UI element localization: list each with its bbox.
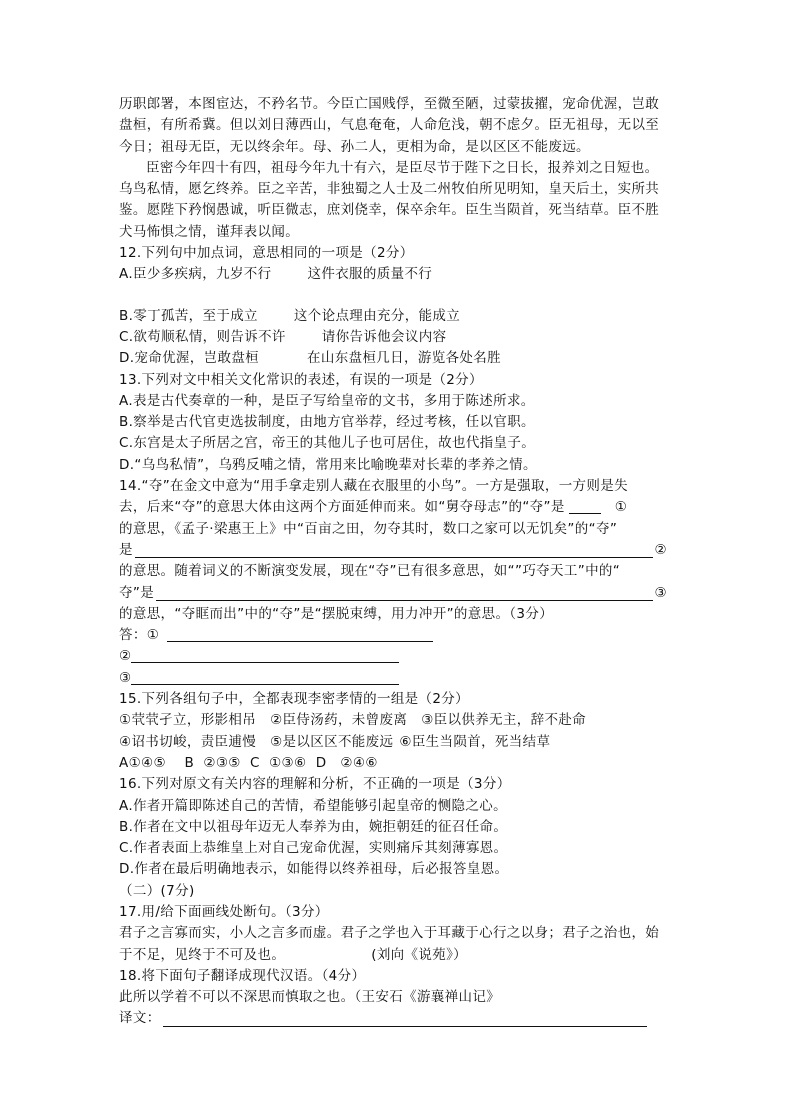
question-text: 夺”是	[119, 584, 155, 601]
question-text: 君子之言寡而实，小人之言多而虚。君子之学也入于耳藏于心行之以身；君子之治也，始	[119, 925, 660, 942]
question-text: 是	[119, 541, 133, 558]
passage-line: 犬马怖惧之情，谨拜表以闻。	[119, 223, 300, 240]
answer-options: A①④⑤ B ②③⑤ C ①③⑥ D ②④⑥	[119, 754, 378, 771]
answer-blank-2[interactable]	[131, 647, 399, 663]
question-line: 的意思，“夺眶而出”中的“夺”是“摆脱束缚，用力冲开”的意思。（3分）	[119, 605, 554, 622]
translation-line	[119, 1008, 667, 1029]
option-a-example: 这件衣服的质量不行	[307, 266, 433, 283]
option-b-text: B.零丁孤苦，至于成立	[119, 307, 258, 324]
sentence: ①茕茕孑立，形影相吊	[119, 712, 257, 729]
question-13	[119, 370, 667, 476]
question-line: 的意思，《孟子·梁惠王上》中“百亩之田，勿夺其时，数口之家可以无饥矣”的“夺”	[119, 520, 618, 537]
option-b	[119, 306, 667, 327]
answer-line-3	[119, 668, 667, 689]
option-d-example: 在山东盘桓几日，游览各处名胜	[307, 350, 501, 367]
sentence: ⑥臣生当陨首，死当结草	[399, 733, 551, 750]
exam-page	[119, 94, 667, 1030]
option-c: C.东宫是太子所居之宫，帝王的其他儿子也可居住，故也代指皇子。	[119, 435, 536, 452]
sentence: ④诏书切峻，责臣逋慢	[119, 733, 257, 750]
option-d-text: D.宠命优渥，岂敢盘桓	[119, 350, 260, 367]
blank-marker-1: ①	[614, 499, 628, 516]
blank-1[interactable]	[569, 498, 601, 514]
question-line	[119, 583, 667, 604]
section-heading: （二）(7分)	[119, 882, 195, 899]
question-stem: 13.下列对文中相关文化常识的表述，有误的一项是（2分）	[119, 371, 483, 388]
option-c-example: 请你告诉他会议内容	[321, 328, 447, 345]
question-line: 的意思。随着词义的不断演变发展，现在“夺”已有很多意思，如“”巧夺天工”中的“	[119, 563, 621, 580]
option-c: C.作者表面上恭维皇上对自己宠命优渥，实则痛斥其刻薄寡恩。	[119, 840, 508, 857]
option-d	[119, 348, 667, 369]
question-12	[119, 243, 667, 369]
question-15	[119, 689, 667, 774]
passage-line: 鉴。愿陛下矜悯愚诚，听臣微志，庶刘侥幸，保卒余年。臣生当陨首，死当结草。臣不胜	[119, 202, 660, 219]
question-stem: 16.下列对原文有关内容的理解和分析，不正确的一项是（3分）	[119, 776, 511, 793]
sentence-row	[119, 710, 667, 731]
answer-marker: ②	[119, 648, 132, 665]
translation-blank[interactable]	[163, 1011, 647, 1027]
blank-3[interactable]	[156, 585, 653, 601]
option-c-text: C.欲苟顺私情，则告诉不许	[119, 328, 286, 345]
passage-line: 乌鸟私情，愿乞终养。臣之辛苦，非独蜀之人士及二州牧伯所见明知，皇天后土，实所共	[119, 181, 660, 198]
question-stem: 17.用/给下面画线处断句。（3分）	[119, 903, 329, 920]
option-b: B.察举是古代官吏选拔制度，由地方官举荐，经过考核，任以官职。	[119, 414, 535, 431]
sentence: ②臣侍汤药，未曾废离	[270, 712, 408, 729]
answer-line-2	[119, 646, 667, 667]
sentence: ⑤是以区区不能废远	[270, 733, 394, 750]
sentence-row	[119, 732, 667, 753]
question-18	[119, 966, 667, 1030]
option-a	[119, 264, 667, 285]
question-14	[119, 476, 667, 689]
question-16	[119, 774, 667, 880]
answer-blank-3[interactable]	[131, 669, 399, 685]
sentence-to-translate: 此所以学着不可以不深思而慎取之也。（王安石《游襄禅山记》	[119, 989, 501, 1006]
blank-marker-3: ③	[654, 584, 667, 601]
question-text	[119, 945, 667, 966]
answer-label: 答：①	[119, 627, 160, 644]
blank-2[interactable]	[135, 542, 653, 558]
question-stem: 15.下列各组句子中，全都表现李密孝情的一组是（2分）	[119, 691, 470, 708]
option-d: D.作者在最后明确地表示，如能得以终养祖母，后必报答皇恩。	[119, 861, 509, 878]
source-citation: (刘向《说苑》）	[371, 946, 468, 963]
answer-marker: ③	[119, 669, 132, 686]
passage	[119, 94, 667, 243]
blank-marker-2: ②	[654, 541, 667, 558]
question-line	[119, 497, 667, 518]
question-stem: 18.将下面句子翻译成现代汉语。（4分）	[119, 967, 366, 984]
question-line	[119, 540, 667, 561]
question-text: 去，后来“夺”的意思大体由这两个方面延伸而来。如“舅夺母志”的“夺”是	[119, 499, 565, 516]
passage-line: 今日；祖母无臣，无以终余年。母、孙二人，更相为命，是以区区不能废远。	[119, 138, 590, 155]
answer-line-1	[119, 625, 667, 646]
option-b-example: 这个论点理由充分，能成立	[293, 307, 461, 324]
option-d: D.“乌鸟私情”，乌鸦反哺之情，常用来比喻晚辈对长辈的孝养之情。	[119, 456, 537, 473]
option-b: B.作者在文中以祖母年迈无人奉养为由，婉拒朝廷的征召任命。	[119, 818, 508, 835]
question-17	[119, 902, 667, 966]
sentence: ③臣以供养无主，辞不赴命	[421, 712, 587, 729]
passage-line: 盘桓，有所希冀。但以刘日薄西山，气息奄奄，人命危浅，朝不虑夕。臣无祖母，无以至	[119, 117, 660, 134]
question-text-end: 于不足，见终于不可及也。	[119, 946, 286, 963]
question-stem: 12.下列句中加点词，意思相同的一项是（2分）	[119, 245, 414, 262]
translation-label: 译文：	[119, 1010, 161, 1027]
question-stem: 14.“夺”在金文中意为“用手拿走别人藏在衣服里的小鸟”。一方是强取，一方则是失	[119, 478, 628, 495]
passage-line: 臣密今年四十有四，祖母今年九十有六，是臣尽节于陛下之日长，报养刘之日短也。	[146, 159, 659, 176]
option-a: A.表是古代奏章的一种，是臣子写给皇帝的文书，多用于陈述所求。	[119, 392, 535, 409]
option-a: A.作者开篇即陈述自己的苦情，希望能够引起皇帝的恻隐之心。	[119, 797, 507, 814]
option-c	[119, 327, 667, 348]
passage-line: 历职郎署，本图宦达，不矜名节。今臣亡国贱俘，至微至陋，过蒙拔擢，宠命优渥，岂敢	[119, 96, 660, 112]
answer-blank-1[interactable]	[167, 626, 433, 642]
option-a-text: A.臣少多疾病，九岁不行	[119, 266, 272, 283]
